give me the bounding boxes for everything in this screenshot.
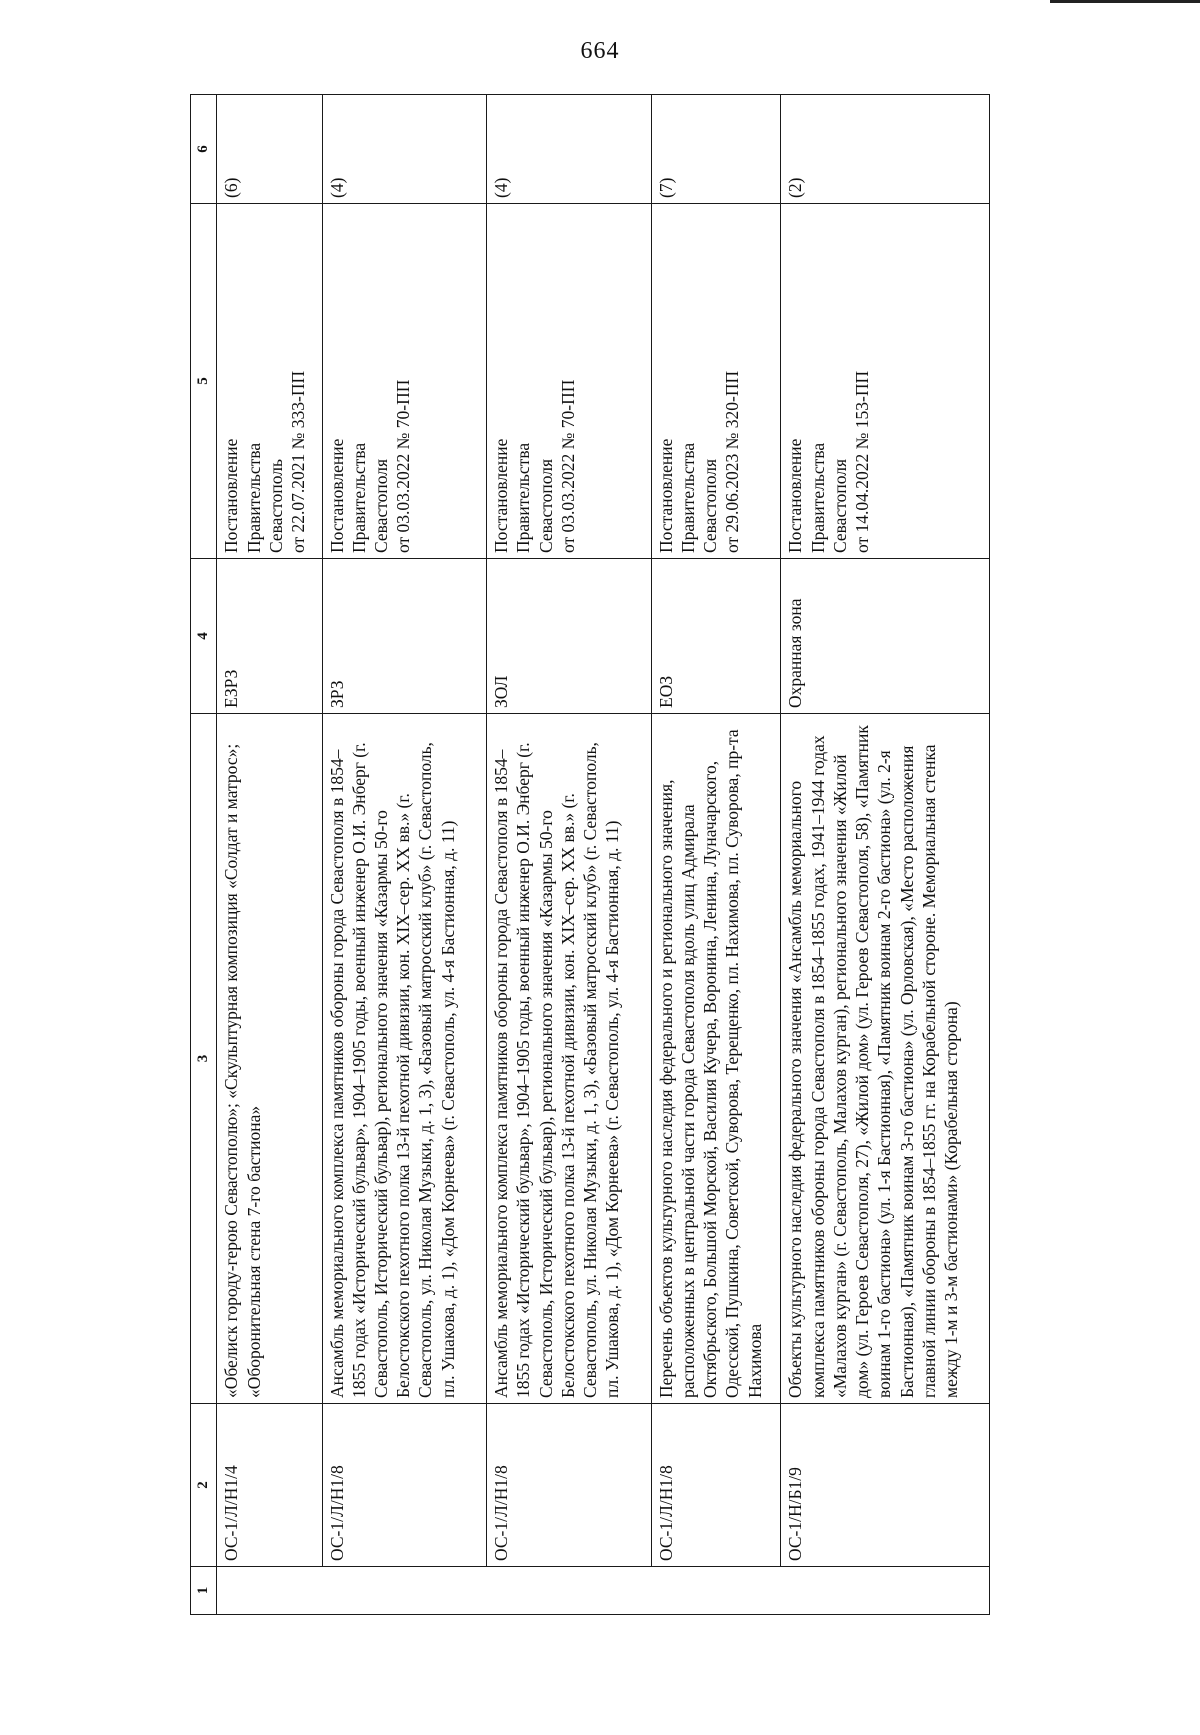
zone-type: ЕЗРЗ — [217, 559, 322, 714]
reference-number: (2) — [781, 95, 990, 204]
zone-type: ЗРЗ — [322, 559, 487, 714]
doc-line: Правительства — [513, 442, 534, 553]
doc-line: Правительства — [243, 442, 264, 553]
zone-type: ЗОЛ — [487, 559, 652, 714]
legal-document — [217, 204, 322, 559]
doc-line: Севастополя — [370, 458, 391, 553]
zone-type: Охранная зона — [781, 559, 990, 714]
zone-code: ОС-1/Н/Б1/9 — [781, 1404, 990, 1567]
doc-line: от 29.06.2023 № 320-ПП — [722, 370, 743, 553]
reference-number: (6) — [217, 95, 322, 204]
table-row — [217, 95, 322, 1615]
register-table — [190, 94, 990, 1615]
reference-number: (7) — [651, 95, 781, 204]
doc-line: Севастополя — [535, 458, 556, 553]
doc-line: Правительства — [807, 442, 828, 553]
zone-code: ОС-1/Л/Н1/8 — [651, 1404, 781, 1567]
col-header-1: 1 — [191, 1567, 217, 1615]
table-row — [322, 95, 487, 1615]
table-row — [487, 95, 652, 1615]
col-header-3: 3 — [191, 714, 217, 1404]
table-row — [781, 95, 990, 1615]
col-header-6: 6 — [191, 95, 217, 204]
doc-line: Постановление — [491, 438, 512, 553]
doc-line: Постановление — [785, 438, 806, 553]
zone-code: ОС-1/Л/Н1/8 — [322, 1404, 487, 1567]
col-header-2: 2 — [191, 1404, 217, 1567]
reference-number: (4) — [487, 95, 652, 204]
doc-line: Севастополя — [700, 458, 721, 553]
doc-line: от 14.04.2022 № 153-ПП — [852, 370, 873, 553]
heritage-objects: Объекты культурного наследия федерального значения «Ансамбль мемориального комплекса памятников обороны города Севастополя в 1854–1855 годах, 1941–1944 годах «Малахов курган» (г. Севастополь, Малахов курган), регионального значения «Жилой дом» (ул. Героев Севастополя, 27), «Жилой дом» (ул. Героев Севастополя, 58), «Памятник воинам 1-го бастиона» (ул. 1-я Бастионная), «Памятник воинам 2-го бастиона» (ул. 2-я Бастионная), «Памятник воинам 3-го бастиона» (ул. Орловская), «Место расположения главной линии обороны в 1854–1855 гг. на Корабельной стороне. Мемориальная стенка между 1-м и 3-м бастионами» (Корабельная сторона) — [781, 714, 990, 1404]
doc-line: Постановление — [655, 438, 676, 553]
page-number: 664 — [580, 38, 620, 64]
top-rule — [1050, 0, 1200, 3]
doc-line: от 03.03.2022 № 70-ПП — [393, 379, 414, 553]
column-1-cell — [217, 1567, 990, 1615]
doc-line: Постановление — [221, 438, 242, 553]
zone-type: ЕОЗ — [651, 559, 781, 714]
rotated-table-wrapper — [190, 95, 990, 1615]
doc-line: Севастополя — [829, 458, 850, 553]
legal-document — [651, 204, 781, 559]
col-header-5: 5 — [191, 204, 217, 559]
col-header-4: 4 — [191, 559, 217, 714]
doc-line: Севастополь — [265, 459, 286, 553]
heritage-objects: Ансамбль мемориального комплекса памятников обороны города Севастополя в 1854–1855 годах «Исторический бульвар», 1904–1905 годы, военный инженер О.И. Энберг (г. Севастополь, Исторический бульвар), регионального значения «Казармы 50-го Белостокского пехотного полка 13-й пехотной дивизии, кон. XIX–сер. XX вв.» (г. Севастополь, ул. Николая Музыки, д. 1, 3), «Базовый матросский клуб» (г. Севастополь, пл. Ушакова, д. 1), «Дом Корнеева» (г. Севастополь, ул. 4-я Бастионная, д. 11) — [487, 714, 652, 1404]
doc-line: от 03.03.2022 № 70-ПП — [557, 379, 578, 553]
doc-line: от 22.07.2021 № 333-ПП — [287, 370, 308, 553]
doc-line: Постановление — [326, 438, 347, 553]
header-row — [191, 95, 217, 1615]
doc-line: Правительства — [678, 442, 699, 553]
table-row — [651, 95, 781, 1615]
reference-number: (4) — [322, 95, 487, 204]
heritage-objects: Перечень объектов культурного наследия федерального и регионального значения, расположенных в центральной части города Севастополя вдоль улиц Адмирала Октябрьского, Большой Морской, Василия Кучера, Воронина, Ленина, Луначарского, Одесской, Пушкина, Советской, Суворова, Терещенко, пл. Нахимова, пл. Суворова, пр-та Нахимова — [651, 714, 781, 1404]
zone-code: ОС-1/Л/Н1/8 — [487, 1404, 652, 1567]
heritage-objects: «Обелиск городу-герою Севастополю»; «Скульптурная композиция «Солдат и матрос»; «Оборонительная стена 7-го бастиона» — [217, 714, 322, 1404]
zone-code: ОС-1/Л/Н1/4 — [217, 1404, 322, 1567]
legal-document — [487, 204, 652, 559]
legal-document — [781, 204, 990, 559]
doc-line: Правительства — [348, 442, 369, 553]
legal-document — [322, 204, 487, 559]
heritage-objects: Ансамбль мемориального комплекса памятников обороны города Севастополя в 1854–1855 годах «Исторический бульвар», 1904–1905 годы, военный инженер О.И. Энберг (г. Севастополь, Исторический бульвар), регионального значения «Казармы 50-го Белостокского пехотного полка 13-й пехотной дивизии, кон. XIX–сер. XX вв.» (г. Севастополь, ул. Николая Музыки, д. 1, 3), «Базовый матросский клуб» (г. Севастополь, пл. Ушакова, д. 1), «Дом Корнеева» (г. Севастополь, ул. 4-я Бастионная, д. 11) — [322, 714, 487, 1404]
